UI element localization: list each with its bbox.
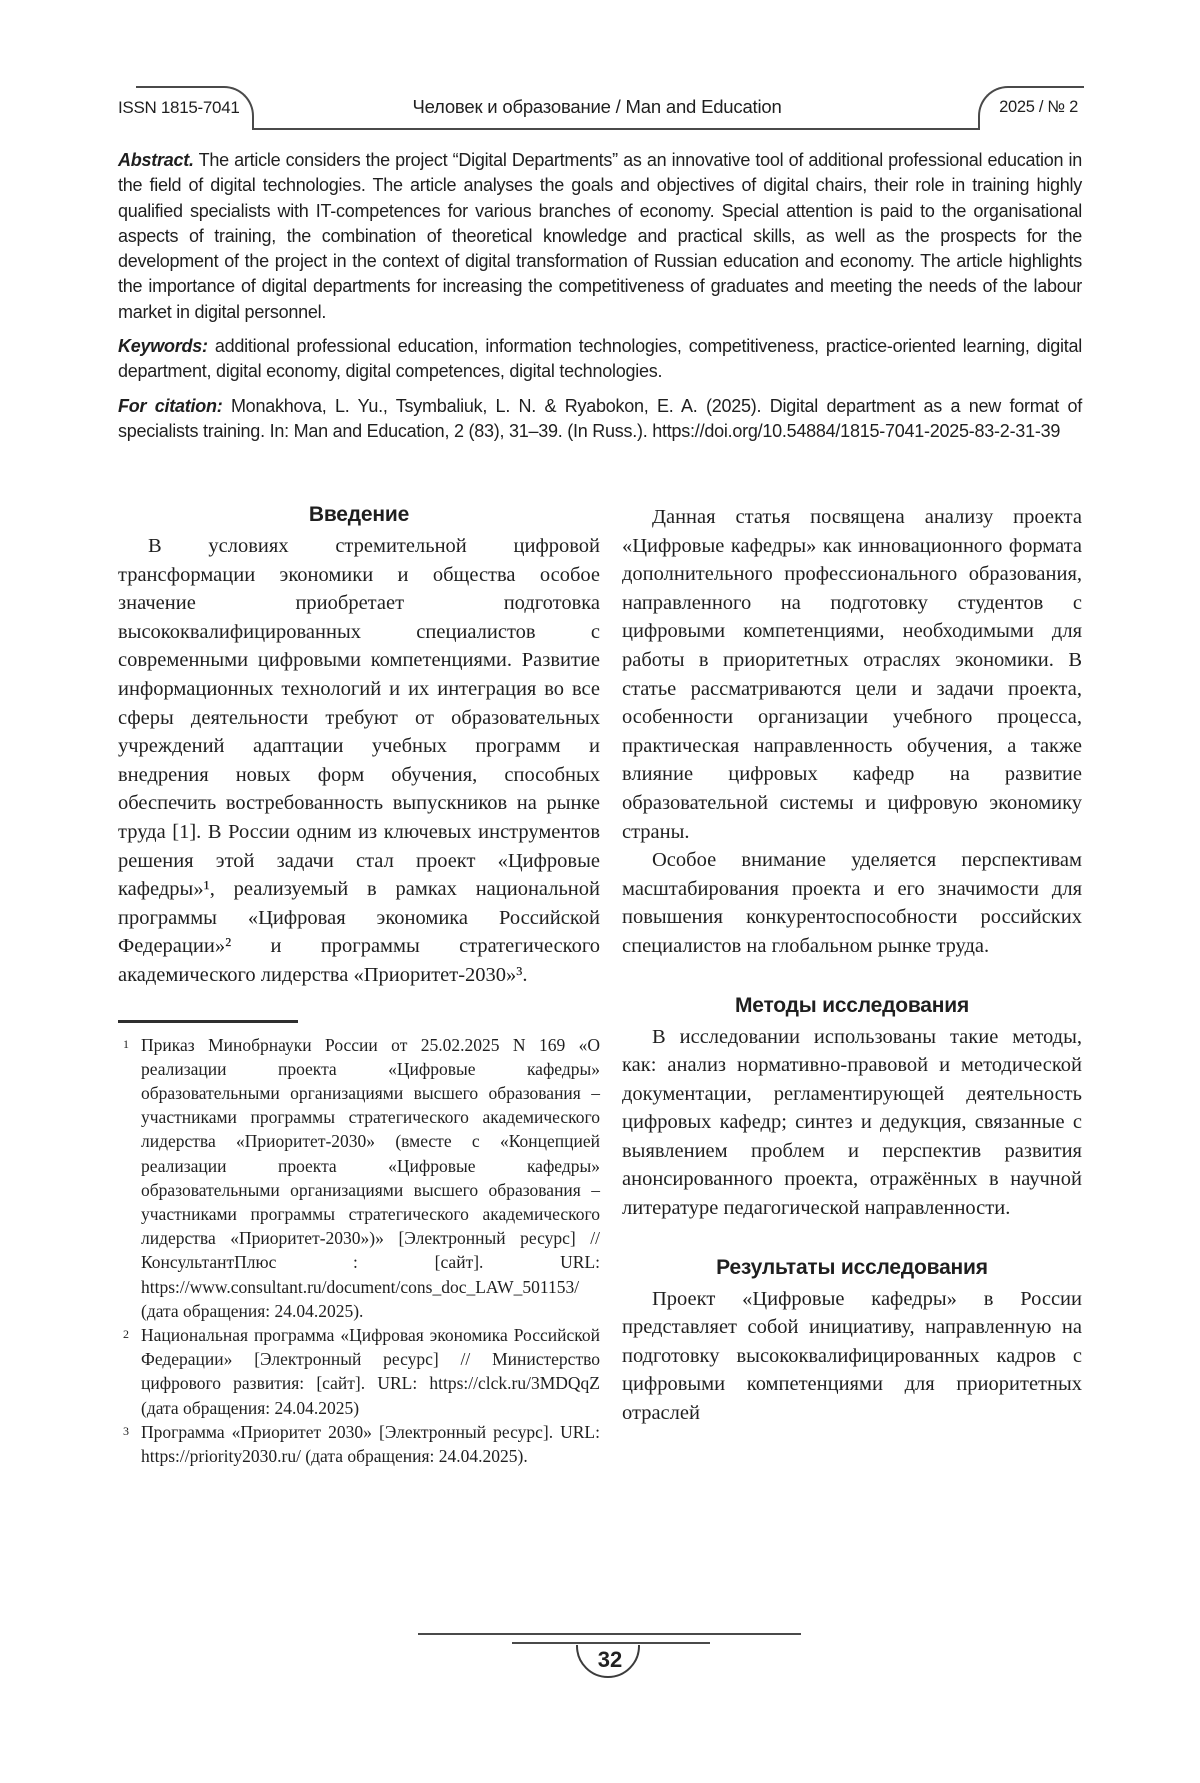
methods-paragraph: В исследовании использованы такие методы, как: анализ нормативно-правовой и методической документации, регламентирующей деятельность цифровых кафедр; синтез и дедукция, связанные с выявлением проблем и перспектив развития анонсированного проекта, отражённых в научной литературе педагогической направленности. (622, 1025, 1082, 1220)
footnote-3-number: 3 (123, 1423, 129, 1438)
overview-paragraph-1: Данная статья посвящена анализу проекта «Цифровые кафедры» как инновационного формата дополнительного профессионального образования, направленного на подготовку студентов с цифровыми компетенциями, необходимыми для работы в приоритетных отраслях экономики. В статье рассматриваются цели и задачи проекта, особенности организации учебного процесса, практическая направленность обучения, а также влияние цифровых кафедр на развитие образовательной системы и цифровую экономику страны. (622, 506, 1082, 843)
right-column (622, 503, 1082, 1468)
issn-label: ISSN 1815-7041 (118, 98, 240, 117)
left-column (118, 503, 600, 1468)
results-paragraph: Проект «Цифровые кафедры» в России представляет собой инициативу, направленную на подготовку высококвалифицированных кадров с цифровыми компетенциями для приоритетных отраслей (622, 1287, 1082, 1425)
article-body (118, 503, 1082, 1468)
citation-label: For citation: (118, 395, 223, 416)
footnote-2 (118, 1323, 600, 1420)
keywords-paragraph (118, 334, 1082, 385)
keywords-label: Keywords: (118, 336, 208, 357)
methods-heading: Методы исследования (734, 993, 970, 1017)
introduction-heading: Введение (308, 503, 410, 526)
keywords-text: additional professional education, information technologies, competitiveness, practice-oriented learning, digital department, digital economy, digital competences, digital technologies. (118, 336, 1082, 382)
introduction-paragraph: В условиях стремительной цифровой трансформации экономики и общества особое значение приобретает подготовка высококвалифицированных специалистов с современными цифровыми компетенциями. Развитие информационных технологий и их интеграция во все сферы деятельности требуют от образовательных учреждений адаптации учебных программ и внедрения новых форм обучения, способных обеспечить востребованность выпускников на рынке труда [1]. В России одним из ключевых инструментов решения этой задачи стал проект «Цифровые кафедры»¹, реализуемый в рамках национальной программы «Цифровая экономика Российской Федерации»² и программы стратегического академического лидерства «Приоритет-2030»³. (118, 535, 600, 986)
footer-short-rule (512, 1642, 710, 1644)
citation-paragraph (118, 394, 1082, 445)
issue-label: 2025 / № 2 (999, 98, 1078, 116)
footnote-1-number: 1 (123, 1036, 129, 1051)
footnote-3-text: Программа «Приоритет 2030» [Электронный ресурс]. URL: https://priority2030.ru/ (дата обращения: 24.04.2025). (141, 1421, 600, 1466)
citation-text: Monakhova, L. Yu., Tsymbaliuk, L. N. & Ryabokon, E. A. (2025). Digital department as a new format of specialists training. In: Man and Education, 2 (83), 31–39. (In Russ.). https://doi.org/10.54884/1815-7041-2025-83-2-31-39 (118, 395, 1082, 441)
footnote-1-text: Приказ Минобрнауки России от 25.02.2025 N 169 «О реализации проекта «Цифровые кафедры» образовательными организациями высшего образования – участниками программы стратегического академического лидерства «Приоритет-2030» (вместе с «Концепцией реализации проекта «Цифровые кафедры» образовательными организациями высшего образования – участниками программы стратегического академического лидерства «Приоритет-2030»)» [Электронный ресурс] // КонсультантПлюс : [сайт]. URL: https://www.consultant.ru/document/cons_doc_LAW_501153/ (дата обращения: 24.04.2025). (141, 1034, 600, 1321)
footnote-1 (118, 1033, 600, 1323)
footnote-3 (118, 1420, 600, 1468)
header-baseline-rule (252, 128, 978, 130)
page-number-badge (575, 1645, 645, 1687)
page-header (112, 86, 1082, 132)
journal-title: Человек и образование / Man and Education (412, 96, 782, 117)
front-matter (118, 148, 1082, 453)
results-heading: Результаты исследования (716, 1255, 988, 1279)
abstract-paragraph (118, 148, 1082, 325)
abstract-label: Abstract. (118, 150, 194, 170)
overview-paragraph-2: Особое внимание уделяется перспективам масштабирования проекта и его значимости для повышения конкурентоспособности российских специалистов на глобальном рынке труда. (622, 849, 1082, 957)
footnote-2-text: Национальная программа «Цифровая экономика Российской Федерации» [Электронный ресурс] // Министерство цифрового развития: [сайт]. URL: https://clck.ru/3MDQqZ (дата обращения: 24.04.2025) (141, 1324, 600, 1418)
footnote-2-number: 2 (123, 1326, 129, 1341)
footer-long-rule (418, 1633, 801, 1635)
page-number: 32 (597, 1647, 623, 1672)
abstract-text: The article considers the project “Digital Departments” as an innovative tool of additional professional education in the field of digital technologies. The article analyses the goals and objectives of digital chairs, their role in training highly qualified specialists with IT-competences for various branches of economy. Special attention is paid to the organisational aspects of training, the combination of theoretical knowledge and practical skills, as well as the prospects for the development of the project in the context of digital transformation of Russian education and economy. The article highlights the importance of digital departments for increasing the competitiveness of graduates and meeting the needs of the labour market in digital personnel. (118, 150, 1082, 322)
footnotes-section (118, 1020, 600, 1469)
footnote-separator-rule (118, 1020, 298, 1023)
